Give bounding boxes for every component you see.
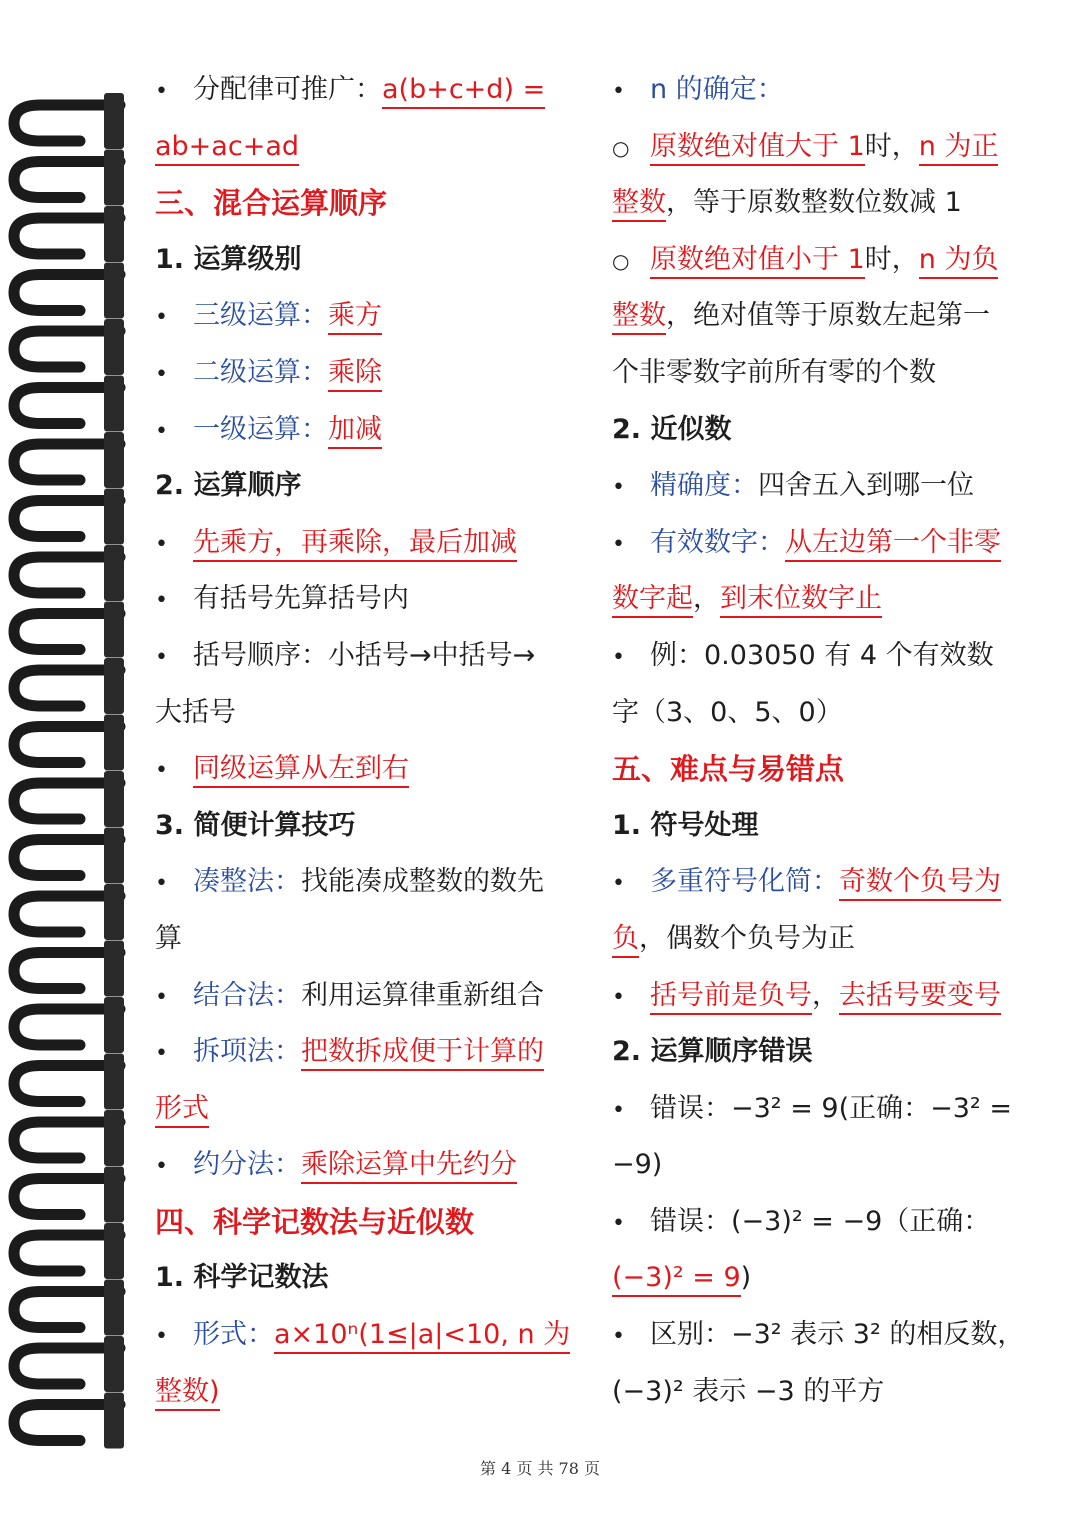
binder-ring [14,489,124,545]
list-item-continued: 整数) [155,1364,580,1421]
list-item: • 形式：a×10ⁿ(1≤|a|<10, n 为 [155,1307,580,1364]
binder-ring [14,93,124,149]
binder-ring [14,884,124,940]
binder-ring [14,150,124,206]
sub-list-item-continued: 整数，等于原数整数位数减 1 [612,175,1037,232]
list-item-continued: (−3)² = 9) [612,1250,1037,1307]
list-item-continued: 负，偶数个负号为正 [612,911,1037,968]
list-item: • 拆项法：把数拆成便于计算的 [155,1024,580,1081]
list-item: • 三级运算：乘方 [155,288,580,345]
list-item: • 约分法：乘除运算中先约分 [155,1137,580,1194]
list-item-continued: 算 [155,922,182,954]
sub-list-item-continued: 个非零数字前所有零的个数 [612,356,936,388]
sub-list-item: ○ 原数绝对值小于 1时，n 为负 [612,232,1037,289]
subheading-levels: 1. 运算级别 [155,243,302,275]
subheading-tricks: 3. 简便计算技巧 [155,809,356,841]
binder-ring [14,658,124,714]
binder-ring [14,1110,124,1166]
binder-ring [14,206,124,262]
binder-ring [14,1336,124,1392]
binder-ring [14,263,124,319]
list-item: • 一级运算：加减 [155,402,580,459]
right-column [612,62,1037,1420]
binder-ring [14,828,124,884]
binder-ring [14,432,124,488]
list-item: • 例：0.03050 有 4 个有效数 [612,639,994,671]
binder-ring [14,1167,124,1223]
binder-ring [14,1280,124,1336]
section-heading-mixed-operations: 三、混合运算顺序 [155,186,388,221]
binder-ring [14,1054,124,1110]
list-item-continued: 字（3、0、5、0） [612,696,843,728]
left-column [155,62,580,1420]
subheading-order-errors: 2. 运算顺序错误 [612,1036,813,1068]
list-item-continued: 大括号 [155,696,236,728]
sub-list-item: ○ 原数绝对值大于 1时，n 为正 [612,119,1037,176]
binder-ring [14,319,124,375]
binder-ring [14,771,124,827]
binder-ring [14,941,124,997]
list-item: • 括号前是负号，去括号要变号 [612,968,1037,1025]
list-item: • 区别：−3² 表示 3² 的相反数， [612,1319,1025,1351]
list-item: • 先乘方，再乘除，最后加减 [155,515,580,572]
list-item-continued: 数字起，到末位数字止 [612,571,1037,628]
spiral-binding [0,40,140,1490]
list-item: • 有括号先算括号内 [155,583,409,615]
subheading-order: 2. 运算顺序 [155,470,302,502]
subheading-approximate: 2. 近似数 [612,413,732,445]
binder-ring [14,715,124,771]
list-item: • 错误：−3² = 9(正确：−3² = [612,1092,1012,1124]
page-footer: 第 4 页 共 78 页 [480,1459,600,1478]
list-item: • 精确度：四舍五入到哪一位 [612,470,974,502]
binder-ring [14,997,124,1053]
list-item-continued: ab+ac+ad [155,119,580,176]
binder-ring [14,1223,124,1279]
section-heading-difficulties: 五、难点与易错点 [612,752,845,787]
list-item: • 二级运算：乘除 [155,345,580,402]
list-item-continued: 形式 [155,1081,580,1138]
list-item: • 多重符号化简：奇数个负号为 [612,854,1037,911]
binder-ring [14,376,124,432]
section-heading-scientific-notation: 四、科学记数法与近似数 [155,1204,475,1239]
binder-ring [14,1393,124,1449]
subheading-signs: 1. 符号处理 [612,809,759,841]
subheading-scientific-notation: 1. 科学记数法 [155,1262,329,1294]
list-item: • 错误：(−3)² = −9（正确： [612,1205,991,1237]
list-item: • 凑整法：找能凑成整数的数先 [155,866,544,898]
sub-list-item-continued: 整数，绝对值等于原数左起第一 [612,288,1037,345]
binder-ring [14,602,124,658]
list-item: • 有效数字：从左边第一个非零 [612,515,1037,572]
binder-ring [14,545,124,601]
list-item: • 同级运算从左到右 [155,741,580,798]
list-item: • 分配律可推广：a(b+c+d) = [155,62,580,119]
list-item-continued: −9) [612,1149,663,1181]
list-item: • n 的确定： [612,74,784,105]
list-item: • 结合法：利用运算律重新组合 [155,979,544,1011]
list-item-continued: (−3)² 表示 −3 的平方 [612,1375,885,1407]
list-item: • 括号顺序：小括号→中括号→ [155,639,536,671]
